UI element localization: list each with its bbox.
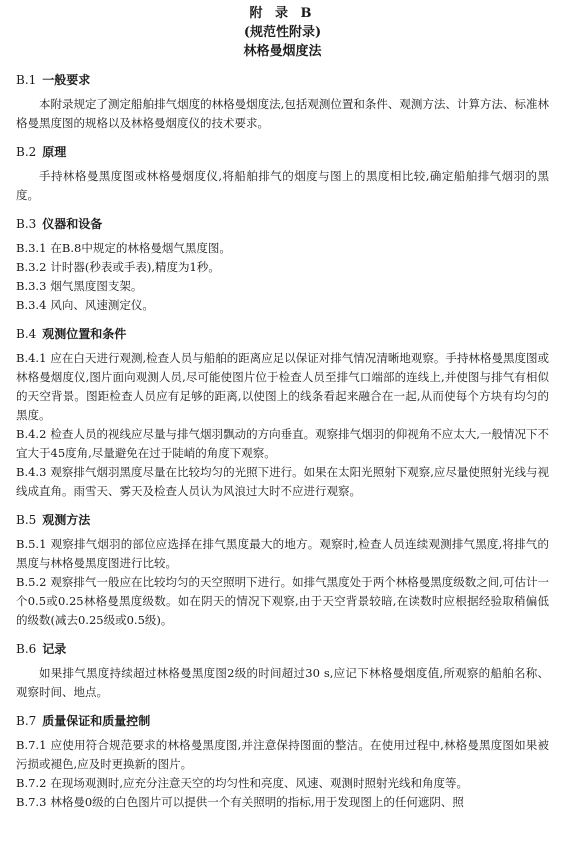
section-number: B.4 bbox=[16, 327, 37, 341]
section-title: 一般要求 bbox=[42, 73, 91, 87]
clause-item bbox=[16, 258, 549, 277]
section-number: B.3 bbox=[16, 217, 37, 231]
clause-text: 应在白天进行观测,检查人员与船舶的距离应足以保证对排气情况清晰地观察。手持林格曼黑度图或林格曼烟度仪,图片面向观测人员,尽可能使图片位于检查人员至排气口端部的连线上,并使图与排气有相似的天空背景。图距检查人员应有足够的距离,以使图上的线条看起来融合在一起,从而使每个方块有均匀的黑度。 bbox=[16, 351, 549, 422]
section-title: 质量保证和质量控制 bbox=[42, 714, 151, 728]
section-heading bbox=[16, 640, 549, 658]
section-title: 记录 bbox=[42, 642, 67, 656]
clause-item bbox=[16, 573, 549, 630]
clause-item bbox=[16, 349, 549, 425]
clause-item bbox=[16, 736, 549, 774]
clause-text: 观察排气烟羽的部位应选择在排气黑度最大的地方。观察时,检查人员连续观测排气黑度,将排气的黑度与林格曼黑度图进行比较。 bbox=[16, 537, 549, 570]
clause-item bbox=[16, 535, 549, 573]
clause-text: 应使用符合规范要求的林格曼黑度图,并注意保持图面的整洁。在使用过程中,林格曼黑度图如果被污损或褪色,应及时更换新的图片。 bbox=[16, 738, 549, 771]
clause-text: 在现场观测时,应充分注意天空的均匀性和亮度、风速、观测时照射光线和角度等。 bbox=[50, 776, 469, 790]
section-heading bbox=[16, 325, 549, 343]
clause-text: 观察排气一般应在比较均匀的天空照明下进行。如排气黑度处于两个林格曼黑度级数之间,可估计一个0.5或0.25林格曼黑度级数。如在阴天的情况下观察,由于天空背景较暗,在读数时应根据经验取稍偏低的级数(减去0.25级或0.5级)。 bbox=[16, 575, 549, 627]
clause-number: B.7.3 bbox=[16, 795, 47, 809]
clause-item bbox=[16, 463, 549, 501]
clause-text: 在B.8中规定的林格曼烟气黑度图。 bbox=[50, 241, 231, 255]
section-heading bbox=[16, 511, 549, 529]
clause-number: B.5.2 bbox=[16, 575, 47, 589]
clause-number: B.4.3 bbox=[16, 465, 47, 479]
clause-text: 检查人员的视线应尽量与排气烟羽飘动的方向垂直。观察排气烟羽的仰视角不应太大,一般情况下不宜大于45度角,尽量避免在过于陡峭的角度下观察。 bbox=[16, 427, 549, 460]
section-number: B.7 bbox=[16, 714, 37, 728]
section-heading bbox=[16, 712, 549, 730]
section-heading bbox=[16, 215, 549, 233]
section-title: 仪器和设备 bbox=[42, 217, 103, 231]
section-number: B.5 bbox=[16, 513, 37, 527]
clause-text: 烟气黑度图支架。 bbox=[50, 279, 143, 293]
section-paragraph: 手持林格曼黑度图或林格曼烟度仪,将船舶排气的烟度与图上的黑度相比较,确定船舶排气烟羽的黑度。 bbox=[16, 169, 549, 202]
clause-text: 计时器(秒表或手表),精度为1秒。 bbox=[50, 260, 220, 274]
clause-item bbox=[16, 774, 549, 793]
section-number: B.2 bbox=[16, 145, 37, 159]
appendix-title: 附 录 B bbox=[249, 6, 316, 21]
clause-item bbox=[16, 425, 549, 463]
clause-item bbox=[16, 296, 549, 315]
clause-number: B.4.2 bbox=[16, 427, 47, 441]
clause-text: 观察排气烟羽黑度尽量在比较均匀的光照下进行。如果在太阳光照射下观察,应尽量使照射光线与视线成直角。雨雪天、雾天及检查人员认为风浪过大时不应进行观察。 bbox=[16, 465, 549, 498]
clause-number: B.3.1 bbox=[16, 241, 47, 255]
clause-number: B.7.2 bbox=[16, 776, 47, 790]
appendix-name: 林格曼烟度法 bbox=[243, 44, 322, 59]
section-paragraph: 如果排气黑度持续超过林格曼黑度图2级的时间超过30 s,应记下林格曼烟度值,所观察的船舶名称、观察时间、地点。 bbox=[16, 666, 549, 699]
clause-number: B.3.3 bbox=[16, 279, 47, 293]
section-heading bbox=[16, 71, 549, 89]
clause-number: B.3.2 bbox=[16, 260, 47, 274]
clause-number: B.4.1 bbox=[16, 351, 47, 365]
clause-item bbox=[16, 793, 549, 812]
clause-text: 林格曼0级的白色图片可以提供一个有关照明的指标,用于发现图上的任何遮阴、照 bbox=[50, 795, 464, 809]
section-number: B.1 bbox=[16, 73, 37, 87]
section-title: 观测方法 bbox=[42, 513, 91, 527]
appendix-subtitle: (规范性附录) bbox=[243, 25, 322, 40]
clause-item bbox=[16, 239, 549, 258]
clause-text: 风向、风速测定仪。 bbox=[50, 298, 154, 312]
section-number: B.6 bbox=[16, 642, 37, 656]
appendix-header bbox=[16, 4, 549, 61]
clause-item bbox=[16, 277, 549, 296]
section-title: 原理 bbox=[42, 145, 67, 159]
section-paragraph: 本附录规定了测定船舶排气烟度的林格曼烟度法,包括观测位置和条件、观测方法、计算方法、标准林格曼黑度图的规格以及林格曼烟度仪的技术要求。 bbox=[16, 97, 549, 130]
section-heading bbox=[16, 143, 549, 161]
section-title: 观测位置和条件 bbox=[42, 327, 127, 341]
clause-number: B.5.1 bbox=[16, 537, 47, 551]
clause-number: B.3.4 bbox=[16, 298, 47, 312]
clause-number: B.7.1 bbox=[16, 738, 47, 752]
